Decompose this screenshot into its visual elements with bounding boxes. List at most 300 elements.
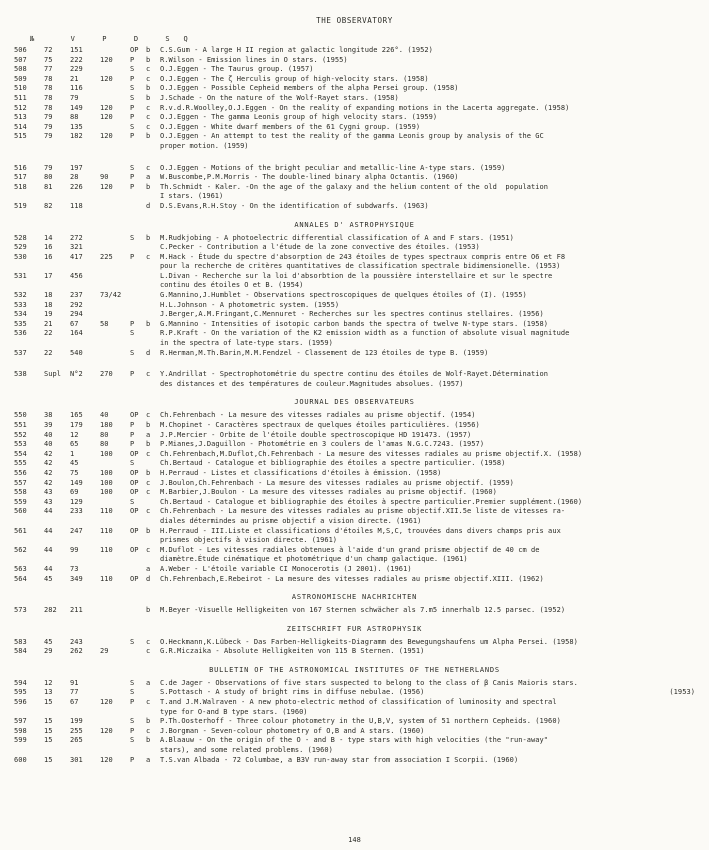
entry-reference-text: T.and J.M.Walraven - A new photo-electric method of classification of luminosity and spectral: [160, 698, 557, 707]
entry-page: 321: [70, 243, 83, 252]
entry-d: 120: [100, 698, 113, 707]
entry-d: 110: [100, 545, 113, 554]
entry-reference-text: R.P.Kraft - On the variation of the K2 emission width as a function of absolute visual magnitude: [160, 329, 570, 338]
entry-continuation: prismes objectifs à vision directe. (1961): [160, 536, 338, 545]
catalog-entry-row: [14, 479, 695, 489]
entry-s: OP: [130, 46, 139, 54]
entry-reference-text: J.Berger,A.M.Fringant,C.Mennuret - Recherches sur les spectres continus stellaires. (1956): [160, 310, 544, 319]
entry-number: 595: [14, 688, 27, 697]
catalog-entry-row: [14, 565, 695, 575]
entry-volume: 44: [44, 526, 53, 535]
catalog-entry-row: [14, 123, 695, 133]
entry-number: 528: [14, 233, 27, 242]
entry-reference-text: J.Schade - On the nature of the Wolf-Rayet stars. (1958): [160, 93, 399, 102]
entry-volume: 15: [44, 726, 53, 735]
catalog-entry-row: [14, 507, 695, 517]
entry-volume: 78: [44, 84, 53, 93]
entry-number: 508: [14, 65, 27, 74]
catalog-entry-row: [14, 717, 695, 727]
entry-q: d: [146, 574, 151, 583]
entry-reference-text: C.Pecker - Contribution a l'étude de la zone convective des étoiles. (1953): [160, 243, 480, 252]
entry-q: c: [146, 163, 151, 172]
entry-volume: 22: [44, 348, 53, 357]
entry-page: N°2: [70, 370, 83, 379]
entry-volume: 45: [44, 637, 53, 646]
entry-number: 551: [14, 421, 27, 429]
entry-d: 73/42: [100, 291, 122, 300]
catalog-entry-row: [14, 173, 695, 183]
entry-s: S: [130, 678, 135, 687]
entry-reference-text: H.Perraud - Listes et classifications d'étoiles à émission. (1958): [160, 468, 442, 477]
entry-s: OP: [130, 545, 139, 554]
catalog-entry-row: [14, 320, 695, 330]
entry-q: b: [146, 421, 151, 429]
catalog-entry-row: [14, 698, 695, 708]
entry-reference-text: M.Barbier,J.Boulon - La mesure des vitesses radiales au prisme objectif. (1960): [160, 488, 497, 497]
entry-q: b: [146, 132, 151, 141]
catalog-entry-row: [14, 450, 695, 460]
entry-number: 584: [14, 647, 27, 656]
entry-s: S: [130, 736, 135, 745]
entry-q: a: [146, 678, 151, 687]
catalog-entry-row: [14, 469, 695, 479]
entry-page: 417: [70, 252, 83, 261]
catalog-entry-row: [14, 370, 695, 380]
entry-reference-text: M.Hack - Étude du spectre d'absorption de 243 étoiles de types spectraux compris entre O6 et F8: [160, 252, 566, 261]
page-title: THE OBSERVATORY: [316, 16, 393, 25]
entry-page: 222: [70, 55, 83, 64]
entry-page: 179: [70, 421, 83, 429]
entry-number: 558: [14, 488, 27, 497]
entry-number: 514: [14, 122, 27, 131]
entry-number: 564: [14, 574, 27, 583]
entry-d: 110: [100, 574, 113, 583]
entry-volume: 79: [44, 122, 53, 131]
entry-q: c: [146, 637, 151, 646]
entry-s: S: [130, 688, 135, 697]
entry-number: 517: [14, 173, 27, 182]
entry-s: OP: [130, 478, 139, 487]
entry-volume: 79: [44, 113, 53, 122]
entry-d: 110: [100, 526, 113, 535]
entry-s: P: [130, 173, 135, 182]
entry-volume: 44: [44, 564, 53, 573]
entry-volume: 43: [44, 488, 53, 497]
entry-number: 532: [14, 291, 27, 300]
entry-number: 550: [14, 411, 27, 420]
entry-volume: 13: [44, 688, 53, 697]
entry-q: b: [146, 84, 151, 93]
entry-number: 507: [14, 55, 27, 64]
entry-volume: 15: [44, 698, 53, 707]
entry-page: 292: [70, 300, 83, 309]
entry-page: 237: [70, 291, 83, 300]
entry-volume: 16: [44, 243, 53, 252]
entry-s: OP: [130, 449, 139, 458]
column-header: № V P D S Q: [30, 35, 189, 43]
catalog-entry-row: [14, 75, 695, 85]
entry-continuation: diamètre.Étude cinématique et photométrique d'un champ galactique. (1961): [160, 555, 468, 564]
entry-q: c: [146, 74, 151, 83]
entry-volume: 282: [44, 606, 57, 615]
entry-page: 129: [70, 497, 83, 506]
entry-s: P: [130, 182, 135, 191]
entry-volume: 75: [44, 55, 53, 64]
entry-reference-text: J.P.Mercier - Orbite de l'étoile double spectroscopique HD 191473. (1957): [160, 430, 472, 439]
entry-q: c: [146, 488, 151, 497]
entry-number: 553: [14, 440, 27, 449]
entry-page: 135: [70, 122, 83, 131]
catalog-entry-row: [14, 202, 695, 212]
entry-reference-text: G.Mannino - Intensities of isotopic carbon bands the spectra of twelve N-type stars. (1958): [160, 319, 549, 328]
entry-page: 165: [70, 411, 83, 420]
entry-page: 301: [70, 755, 83, 764]
entry-reference-text: J.Boulon,Ch.Fehrenbach - La mesure des vitesses radiales au prisme objectif. (1959): [160, 478, 514, 487]
catalog-entry-row: [14, 301, 695, 311]
entry-d: 90: [100, 173, 109, 182]
entry-s: S: [130, 329, 135, 338]
entry-q: b: [146, 319, 151, 328]
entry-page: 229: [70, 65, 83, 74]
entry-continuation: pour la recherche de critères quantitatives de classification spectrale bidimensionelle. (1953): [160, 262, 561, 271]
entry-number: 515: [14, 132, 27, 141]
entry-page: 149: [70, 478, 83, 487]
entry-reference-text: Ch.Fehrenbach,E.Rebeirot - La mesure des vitesses radiales au prisme objectif.XIII. (1962): [160, 574, 544, 583]
entry-q: b: [146, 717, 151, 726]
entry-d: 120: [100, 726, 113, 735]
entry-s: P: [130, 74, 135, 83]
entry-reference-text: T.S.van Albada - 72 Columbae, a B3V run-away star from association I Scorpii. (1960): [160, 755, 519, 764]
entry-volume: 44: [44, 507, 53, 516]
entry-s: P: [130, 755, 135, 764]
entry-number: 533: [14, 300, 27, 309]
entry-number: 600: [14, 755, 27, 764]
entry-volume: 42: [44, 449, 53, 458]
entry-reference-text: M.Chopinet - Caractères spectraux de quelques étoiles particulières. (1956): [160, 421, 480, 429]
entry-page: 151: [70, 46, 83, 54]
entry-number: 512: [14, 103, 27, 112]
entry-reference-text: O.J.Eggen - Motions of the bright peculiar and metallic-line A-type stars. (1959): [160, 163, 506, 172]
entry-d: 80: [100, 440, 109, 449]
catalog-entry-row: [14, 679, 695, 689]
entry-d: 120: [100, 74, 113, 83]
entry-page: 265: [70, 736, 83, 745]
entry-page: 67: [70, 698, 79, 707]
catalog-entry-row: [14, 498, 695, 508]
entry-s: P: [130, 440, 135, 449]
entry-spacer: [14, 152, 695, 164]
catalog-entry-row: [14, 488, 695, 498]
entry-q: c: [146, 113, 151, 122]
entry-number: 599: [14, 736, 27, 745]
section-heading: ASTRONOMISCHE NACHRICHTEN: [291, 593, 418, 602]
entry-s: P: [130, 132, 135, 141]
entry-q: c: [146, 478, 151, 487]
entry-volume: 77: [44, 65, 53, 74]
entry-volume: 44: [44, 545, 53, 554]
entry-page: 349: [70, 574, 83, 583]
entry-page: 65: [70, 440, 79, 449]
entry-s: S: [130, 65, 135, 74]
entry-s: S: [130, 459, 135, 468]
entry-number: 530: [14, 252, 27, 261]
catalog-entry-row: [14, 546, 695, 556]
entry-page: 233: [70, 507, 83, 516]
entry-q: b: [146, 526, 151, 535]
catalog-entry-row: [14, 253, 695, 263]
catalog-entry-row: [14, 183, 695, 193]
catalog-entry-row: [14, 104, 695, 114]
entry-q: c: [146, 65, 151, 74]
catalog-entry-row: [14, 46, 695, 56]
entry-number: 554: [14, 449, 27, 458]
entry-q: b: [146, 606, 151, 615]
entry-q: c: [146, 647, 151, 656]
entry-reference-text: C.de Jager - Observations of five stars suspected to belong to the class of β Canis Maioris stars.: [160, 678, 578, 687]
entry-d: 110: [100, 507, 113, 516]
entry-page: 118: [70, 201, 83, 210]
entry-s: OP: [130, 574, 139, 583]
entry-d: 120: [100, 103, 113, 112]
entry-continuation: stars), and some related problems. (1960): [160, 746, 333, 755]
entry-page: 45: [70, 459, 79, 468]
entry-s: S: [130, 637, 135, 646]
entry-page: 243: [70, 637, 83, 646]
entry-s: P: [130, 319, 135, 328]
entry-d: 100: [100, 449, 113, 458]
entry-reference-text: R.v.d.R.Woolley,O.J.Eggen - On the reality of expanding motions in the Lacerta aggregate. (1958): [160, 103, 570, 112]
entry-volume: 82: [44, 201, 53, 210]
entry-list: [14, 411, 695, 584]
entry-continuation: diales détermindes au prisme objectif a vision directe. (1961): [160, 516, 422, 525]
entry-volume: 40: [44, 440, 53, 449]
entry-reference-text: Ch.Bertaud - Catalogue et bibliographie des étoiles a spectre particulier. (1958): [160, 459, 506, 468]
entry-s: S: [130, 348, 135, 357]
entry-number: 537: [14, 348, 27, 357]
entry-number: 597: [14, 717, 27, 726]
catalog-content: [14, 46, 695, 765]
entry-q: d: [146, 348, 151, 357]
entry-reference-text: R.Herman,M.Th.Barin,M.M.Fendzel - Classement de 123 étoiles de type B. (1959): [160, 348, 489, 357]
catalog-entry-row: [14, 349, 695, 359]
entry-s: OP: [130, 468, 139, 477]
entry-reference-text: Th.Schmidt - Kaler. -On the age of the galaxy and the helium content of the old population: [160, 182, 549, 191]
entry-s: P: [130, 103, 135, 112]
entry-q: c: [146, 252, 151, 261]
entry-number: 516: [14, 163, 27, 172]
entry-s: S: [130, 122, 135, 131]
entry-spacer: [14, 358, 695, 370]
entry-s: OP: [130, 411, 139, 420]
entry-list: [14, 606, 695, 616]
entry-number: 561: [14, 526, 27, 535]
entry-d: 100: [100, 488, 113, 497]
entry-continuation: proper motion. (1959): [160, 141, 249, 150]
entry-number: 509: [14, 74, 27, 83]
entry-s: S: [130, 93, 135, 102]
catalog-entry-row: [14, 638, 695, 648]
catalog-entry-row: [14, 421, 695, 431]
entry-reference-text: P.Mianes,J.Daguillon - Photométrie en 3 coulers de l'amas N.G.C.7243. (1957): [160, 440, 485, 449]
entry-continuation: I stars. (1961): [160, 192, 224, 201]
entry-reference-text: O.Heckmann,K.Lübeck - Das Farben-Helligkeits-Diagramm des Bewegungshaufens um Alpha Persei. (1958): [160, 637, 578, 646]
entry-volume: 78: [44, 103, 53, 112]
entry-volume: 79: [44, 132, 53, 141]
entry-d: 80: [100, 430, 109, 439]
section-heading: BULLETIN OF THE ASTRONOMICAL INSTITUTES OF THE NETHERLANDS: [209, 665, 500, 674]
entry-continuation: in the spectra of late-type stars. (1959): [160, 339, 333, 348]
entry-number: 531: [14, 271, 27, 280]
entry-number: 510: [14, 84, 27, 93]
catalog-entry-row: [14, 132, 695, 142]
entry-page: 116: [70, 84, 83, 93]
entry-d: 120: [100, 755, 113, 764]
entry-page: 28: [70, 173, 79, 182]
entry-volume: 79: [44, 163, 53, 172]
entry-volume: 29: [44, 647, 53, 656]
catalog-entry-row: [14, 272, 695, 282]
entry-s: P: [130, 113, 135, 122]
entry-reference-text: L.Divan - Recherche sur la loi d'absorbtion de la poussière interstellaire et sur le spectre: [160, 271, 553, 280]
entry-reference-text: A.Blaauw - On the origin of the O - and B - type stars with high velocities (the "run-away": [160, 736, 549, 745]
entry-number: 518: [14, 182, 27, 191]
entry-reference-text: Ch.Fehrenbach,M.Duflot,Ch.Fehrenbach - La mesure des vitesses radiales au prisme objectif.X. (1958): [160, 449, 583, 458]
entry-s: P: [130, 55, 135, 64]
entry-s: S: [130, 84, 135, 93]
entry-reference-text: M.Beyer -Visuelle Helligkeiten von 167 Sternen schwächer als 7.m5 innerhalb 12.5 parsec. (1952): [160, 606, 566, 615]
catalog-entry-row: [14, 65, 695, 75]
entry-d: 40: [100, 411, 109, 420]
entry-page: 21: [70, 74, 79, 83]
entry-d: 120: [100, 113, 113, 122]
entry-number: 506: [14, 46, 27, 54]
entry-volume: 78: [44, 93, 53, 102]
entry-page: 247: [70, 526, 83, 535]
entry-reference-text: Y.Andrillat - Spectrophotométrie du spectre continu des étoiles de Wolf-Rayet.Détermination: [160, 370, 549, 379]
catalog-entry-row: [14, 647, 695, 657]
entry-page: 12: [70, 430, 79, 439]
entry-q: a: [146, 564, 151, 573]
entry-s: S: [130, 717, 135, 726]
entry-s: S: [130, 497, 135, 506]
entry-volume: 18: [44, 300, 53, 309]
entry-page: 540: [70, 348, 83, 357]
entry-volume: 42: [44, 478, 53, 487]
entry-q: b: [146, 93, 151, 102]
entry-number: 573: [14, 606, 27, 615]
catalog-entry-row: [14, 756, 695, 766]
entry-page: 88: [70, 113, 79, 122]
entry-number: 534: [14, 310, 27, 319]
catalog-entry-row: [14, 411, 695, 421]
entry-reference-text: Ch.Fehrenbach - La mesure des vitesses radiales au prisme objectif.XII.5e liste de vitesses ra-: [160, 507, 566, 516]
entry-reference-text: G.Mannino,J.Humblet - Observations spectroscopiques de quelques étoiles of (I). (1955): [160, 291, 527, 300]
entry-page: 456: [70, 271, 83, 280]
entry-page: 67: [70, 319, 79, 328]
entry-page: 149: [70, 103, 83, 112]
entry-volume: 21: [44, 319, 53, 328]
entry-q: d: [146, 201, 151, 210]
entry-page: 91: [70, 678, 79, 687]
entry-trailing-year: (1953): [669, 688, 695, 697]
entry-number: 513: [14, 113, 27, 122]
entry-s: P: [130, 370, 135, 379]
catalog-entry-row: [14, 431, 695, 441]
entry-number: 556: [14, 468, 27, 477]
entry-reference-text: S.Pottasch - A study of bright rims in diffuse nebulae. (1956): [160, 688, 425, 697]
entry-page: 211: [70, 606, 83, 615]
catalog-entry-row: [14, 243, 695, 253]
entry-s: OP: [130, 507, 139, 516]
entry-number: 555: [14, 459, 27, 468]
entry-d: 100: [100, 468, 113, 477]
catalog-entry-row: [14, 94, 695, 104]
entry-volume: 39: [44, 421, 53, 429]
entry-q: b: [146, 233, 151, 242]
entry-reference-text: O.J.Eggen - White dwarf members of the 61 Cygni group. (1959): [160, 122, 421, 131]
entry-page: 199: [70, 717, 83, 726]
entry-reference-text: D.S.Evans,R.H.Stoy - On the identification of subdwarfs. (1963): [160, 201, 429, 210]
entry-reference-text: H.L.Johnson - A photometric system. (1955): [160, 300, 340, 309]
catalog-entry-row: [14, 527, 695, 537]
entry-reference-text: C.S.Gum - A large H II region at galactic longitude 226°. (1952): [160, 46, 433, 54]
entry-volume: 15: [44, 736, 53, 745]
entry-d: 29: [100, 647, 109, 656]
entry-volume: 42: [44, 459, 53, 468]
entry-reference-text: W.Buscombe,P.M.Morris - The double-lined binary alpha Octantis. (1960): [160, 173, 459, 182]
entry-volume: 42: [44, 468, 53, 477]
entry-volume: 15: [44, 717, 53, 726]
entry-q: b: [146, 440, 151, 449]
entry-page: 77: [70, 688, 79, 697]
entry-reference-text: Ch.Bertaud - Catalogue et bibliographie des étoiles à spectre particulier.Premier supplément.(1960): [160, 497, 583, 506]
entry-page: 262: [70, 647, 83, 656]
entry-number: 557: [14, 478, 27, 487]
entry-reference-text: O.J.Eggen - The gamma Leonis group of high velocity stars. (1959): [160, 113, 438, 122]
entry-continuation: des distances et des températures de couleur.Magnitudes absolues. (1957): [160, 379, 464, 388]
entry-volume: 78: [44, 74, 53, 83]
entry-volume: 38: [44, 411, 53, 420]
entry-q: c: [146, 507, 151, 516]
catalog-entry-row: [14, 113, 695, 123]
entry-page: 164: [70, 329, 83, 338]
entry-s: OP: [130, 488, 139, 497]
catalog-entry-row: [14, 688, 695, 698]
entry-d: 100: [100, 478, 113, 487]
section-heading: ANNALES D' ASTROPHYSIQUE: [294, 220, 415, 229]
entry-page: 75: [70, 468, 79, 477]
entry-q: a: [146, 755, 151, 764]
catalog-entry-row: [14, 459, 695, 469]
entry-page: 73: [70, 564, 79, 573]
entry-list: [14, 679, 695, 765]
entry-continuation: continu des étoiles O et B. (1954): [160, 281, 304, 290]
page-number: 148: [348, 836, 361, 844]
entry-s: P: [130, 421, 135, 429]
entry-reference-text: R.Wilson - Emission lines in O stars. (1955): [160, 55, 348, 64]
catalog-entry-row: [14, 440, 695, 450]
catalog-entry-row: [14, 736, 695, 746]
entry-number: 511: [14, 93, 27, 102]
entry-number: 563: [14, 564, 27, 573]
entry-page: 1: [70, 449, 75, 458]
entry-number: 535: [14, 319, 27, 328]
entry-page: 79: [70, 93, 79, 102]
entry-number: 536: [14, 329, 27, 338]
catalog-entry-row: [14, 606, 695, 616]
entry-q: a: [146, 430, 151, 439]
entry-page: 294: [70, 310, 83, 319]
